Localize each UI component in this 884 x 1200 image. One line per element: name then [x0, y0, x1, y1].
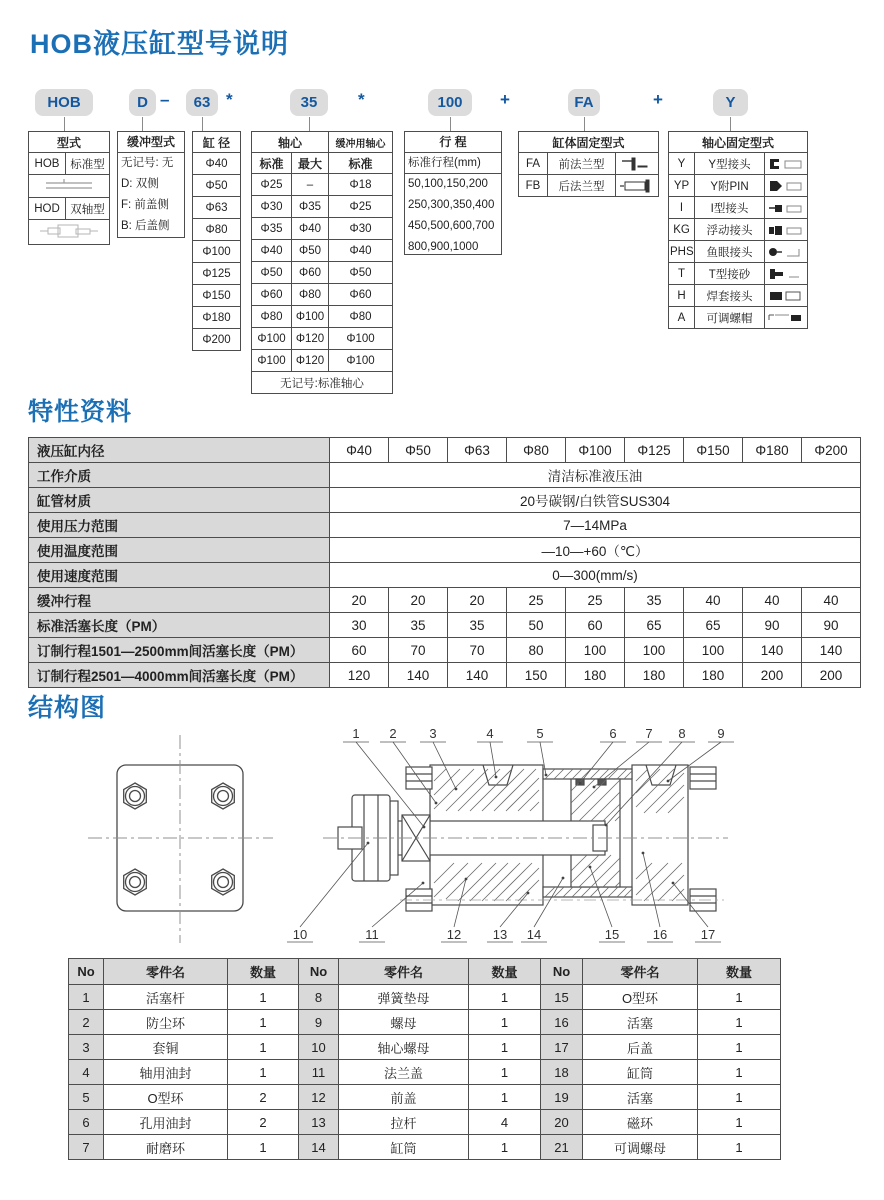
table-row [252, 372, 393, 394]
connector-line [309, 117, 310, 131]
i-joint-icon [765, 197, 808, 219]
callout-number: 8 [678, 726, 686, 741]
cylinder-cross-section [323, 765, 728, 911]
table-row: 3 套铜 1 10 轴心螺母 1 17 后盖 1 [69, 1035, 781, 1060]
table-row: YP Y附PIN [669, 175, 808, 197]
stroke-table: 行 程 标准行程(mm) 50,100,150,200 250,300,350,400 450,500,600,700 800,900,1000 [404, 131, 502, 255]
rear-cover-shape [632, 765, 688, 905]
spec-row: 缸管材质 20号碳钢/白铁管SUS304 [29, 488, 861, 513]
model-separator: + [500, 90, 510, 109]
table-row [29, 220, 110, 245]
table-row: 缸体固定型式 [519, 132, 659, 153]
cushion-type-table: 缓冲型式 无记号: 无 D: 双侧 F: 前盖侧 B: 后盖侧 [117, 131, 185, 238]
connector-line [202, 117, 203, 131]
table-row: Φ25 – Φ18 [252, 174, 393, 196]
callout-number: 17 [700, 927, 716, 942]
table-row: Φ35 Φ40 Φ30 [252, 218, 393, 240]
callout-number: 2 [389, 726, 397, 741]
callout-number: 5 [536, 726, 544, 741]
table-row: 1 活塞杆 1 8 弹簧垫母 1 15 O型环 1 [69, 985, 781, 1010]
table-row: PHS 鱼眼接头 [669, 241, 808, 263]
callout-number: 6 [609, 726, 617, 741]
y-joint-icon [765, 153, 808, 175]
callout-number: 1 [352, 726, 360, 741]
table-row: 型式 [29, 132, 110, 153]
table-row: A 可调螺帽 [669, 307, 808, 329]
spec-row: 液压缸内径 Φ40 Φ50 Φ63 Φ80 Φ100 Φ125 Φ150 Φ180 Φ200 [29, 438, 861, 463]
spec-row: 订制行程2501—4000mm间活塞长度（PM） 120 140 140 150 180 180 180 200 200 [29, 663, 861, 688]
callout-number: 16 [652, 927, 668, 942]
callout-number: 13 [492, 927, 508, 942]
shaft-table [251, 131, 393, 394]
table-row: FA 前法兰型 [519, 153, 659, 175]
callout-number: 4 [486, 726, 494, 741]
table-row: Y Y型接头 [669, 153, 808, 175]
y-pin-joint-icon [765, 175, 808, 197]
table-row: 5 O型环 2 12 前盖 1 19 活塞 1 [69, 1085, 781, 1110]
model-pill-stroke: 100 [428, 89, 472, 116]
table-row: 标准 最大 标准 [252, 153, 393, 174]
table-row: HOD 双轴型 [29, 198, 110, 220]
list-item: 800,900,1000 [408, 241, 479, 253]
page-title: HOB液压缸型号说明 [30, 29, 289, 59]
table-row: 缸 径 [193, 132, 241, 153]
model-separator: + [653, 90, 663, 109]
model-pill-shaft: 35 [290, 89, 328, 116]
spec-row: 标准活塞长度（PM） 30 35 35 50 60 65 65 90 90 [29, 613, 861, 638]
specs-section-heading: 特性资料 [28, 398, 133, 426]
specs-table [28, 437, 861, 688]
table-row: T T型接砂 [669, 263, 808, 285]
table-row: Φ100 Φ120 Φ100 [252, 328, 393, 350]
flange-front-view [88, 735, 273, 943]
weld-sleeve-joint-icon [765, 285, 808, 307]
front-flange-icon [616, 153, 659, 175]
standard-cylinder-symbol [29, 175, 110, 198]
callout-number: 9 [717, 726, 725, 741]
table-row: Φ200 [193, 329, 241, 351]
table-row: Φ180 [193, 307, 241, 329]
table-row: Φ80 [193, 219, 241, 241]
callout-number: 15 [604, 927, 620, 942]
t-joint-icon [765, 263, 808, 285]
spec-row: 使用温度范围 —10—+60（℃） [29, 538, 861, 563]
connector-line [450, 117, 451, 131]
model-pill-cushion: D [129, 89, 156, 116]
bore-table [192, 131, 241, 351]
table-row: Φ80 Φ100 Φ80 [252, 306, 393, 328]
spec-row: 工作介质 清洁标准液压油 [29, 463, 861, 488]
parts-table [68, 958, 781, 1160]
table-row: Φ125 [193, 263, 241, 285]
connector-line [730, 117, 731, 131]
table-row: Φ150 [193, 285, 241, 307]
list-item: D: 双侧 [121, 178, 159, 190]
type-table [28, 131, 110, 245]
connector-line [64, 117, 65, 131]
table-row: Φ50 Φ60 Φ50 [252, 262, 393, 284]
list-item: 50,100,150,200 [408, 178, 488, 190]
model-separator: * [226, 90, 233, 109]
list-item: F: 前盖侧 [121, 199, 169, 211]
table-row: Φ60 Φ80 Φ60 [252, 284, 393, 306]
table-row: 4 轴用油封 1 11 法兰盖 1 18 缸筒 1 [69, 1060, 781, 1085]
table-row: 2 防尘环 1 9 螺母 1 16 活塞 1 [69, 1010, 781, 1035]
spec-row: 订制行程1501—2500mm间活塞长度（PM） 60 70 70 80 100 100 100 140 140 [29, 638, 861, 663]
table-row: FB 后法兰型 [519, 175, 659, 197]
body-mount-table [518, 131, 659, 197]
model-pill-series: HOB [35, 89, 93, 116]
adjustable-nut-icon [765, 307, 808, 329]
connector-line [142, 117, 143, 131]
table-row: 6 孔用油封 2 13 拉杆 4 20 磁环 1 [69, 1110, 781, 1135]
list-item: 250,300,350,400 [408, 199, 495, 211]
table-row: H 焊套接头 [669, 285, 808, 307]
table-row: Φ63 [193, 197, 241, 219]
table-row: HOB 标准型 [29, 153, 110, 175]
model-pill-bore: 63 [186, 89, 218, 116]
table-row: KG 浮动接头 [669, 219, 808, 241]
fisheye-joint-icon [765, 241, 808, 263]
double-shaft-cylinder-symbol [29, 220, 110, 245]
table-row: Φ30 Φ35 Φ25 [252, 196, 393, 218]
callout-number: 3 [429, 726, 437, 741]
table-row: I I型接头 [669, 197, 808, 219]
list-item: B: 后盖侧 [121, 220, 170, 232]
callout-number: 14 [526, 927, 542, 942]
callout-number: 12 [446, 927, 462, 942]
model-separator: – [160, 90, 170, 109]
table-row: Φ40 Φ50 Φ40 [252, 240, 393, 262]
rear-flange-icon [616, 175, 659, 197]
structure-diagram [28, 703, 873, 955]
table-row: Φ100 [193, 241, 241, 263]
callout-number: 11 [365, 927, 379, 942]
model-pill-mount: FA [568, 89, 600, 116]
table-row: Φ100 Φ120 Φ100 [252, 350, 393, 372]
connector-line [584, 117, 585, 131]
parts-header-row: No 零件名 数量 No 零件名 数量 No 零件名 数量 [69, 959, 781, 985]
table-row: 轴心 缓冲用轴心 [252, 132, 393, 153]
floating-joint-icon [765, 219, 808, 241]
structure-section-heading: 结构图 [28, 694, 107, 722]
spec-row: 使用速度范围 0—300(mm/s) [29, 563, 861, 588]
list-item: 450,500,600,700 [408, 220, 495, 232]
spec-row: 使用压力范围 7—14MPa [29, 513, 861, 538]
table-row: 7 耐磨环 1 14 缸筒 1 21 可调螺母 1 [69, 1135, 781, 1160]
table-row [29, 175, 110, 198]
list-item: 无记号: 无 [121, 157, 174, 169]
table-row: 轴心固定型式 [669, 132, 808, 153]
spec-row: 缓冲行程 20 20 20 25 25 35 40 40 40 [29, 588, 861, 613]
table-row: Φ40 [193, 153, 241, 175]
table-row: Φ50 [193, 175, 241, 197]
callout-number: 7 [645, 726, 653, 741]
rod-mount-table [668, 131, 808, 329]
model-pill-rodend: Y [713, 89, 748, 116]
callout-number: 10 [292, 927, 308, 942]
shaft-table-footer: 无记号:标准轴心 [252, 372, 393, 394]
model-separator: * [358, 90, 365, 109]
